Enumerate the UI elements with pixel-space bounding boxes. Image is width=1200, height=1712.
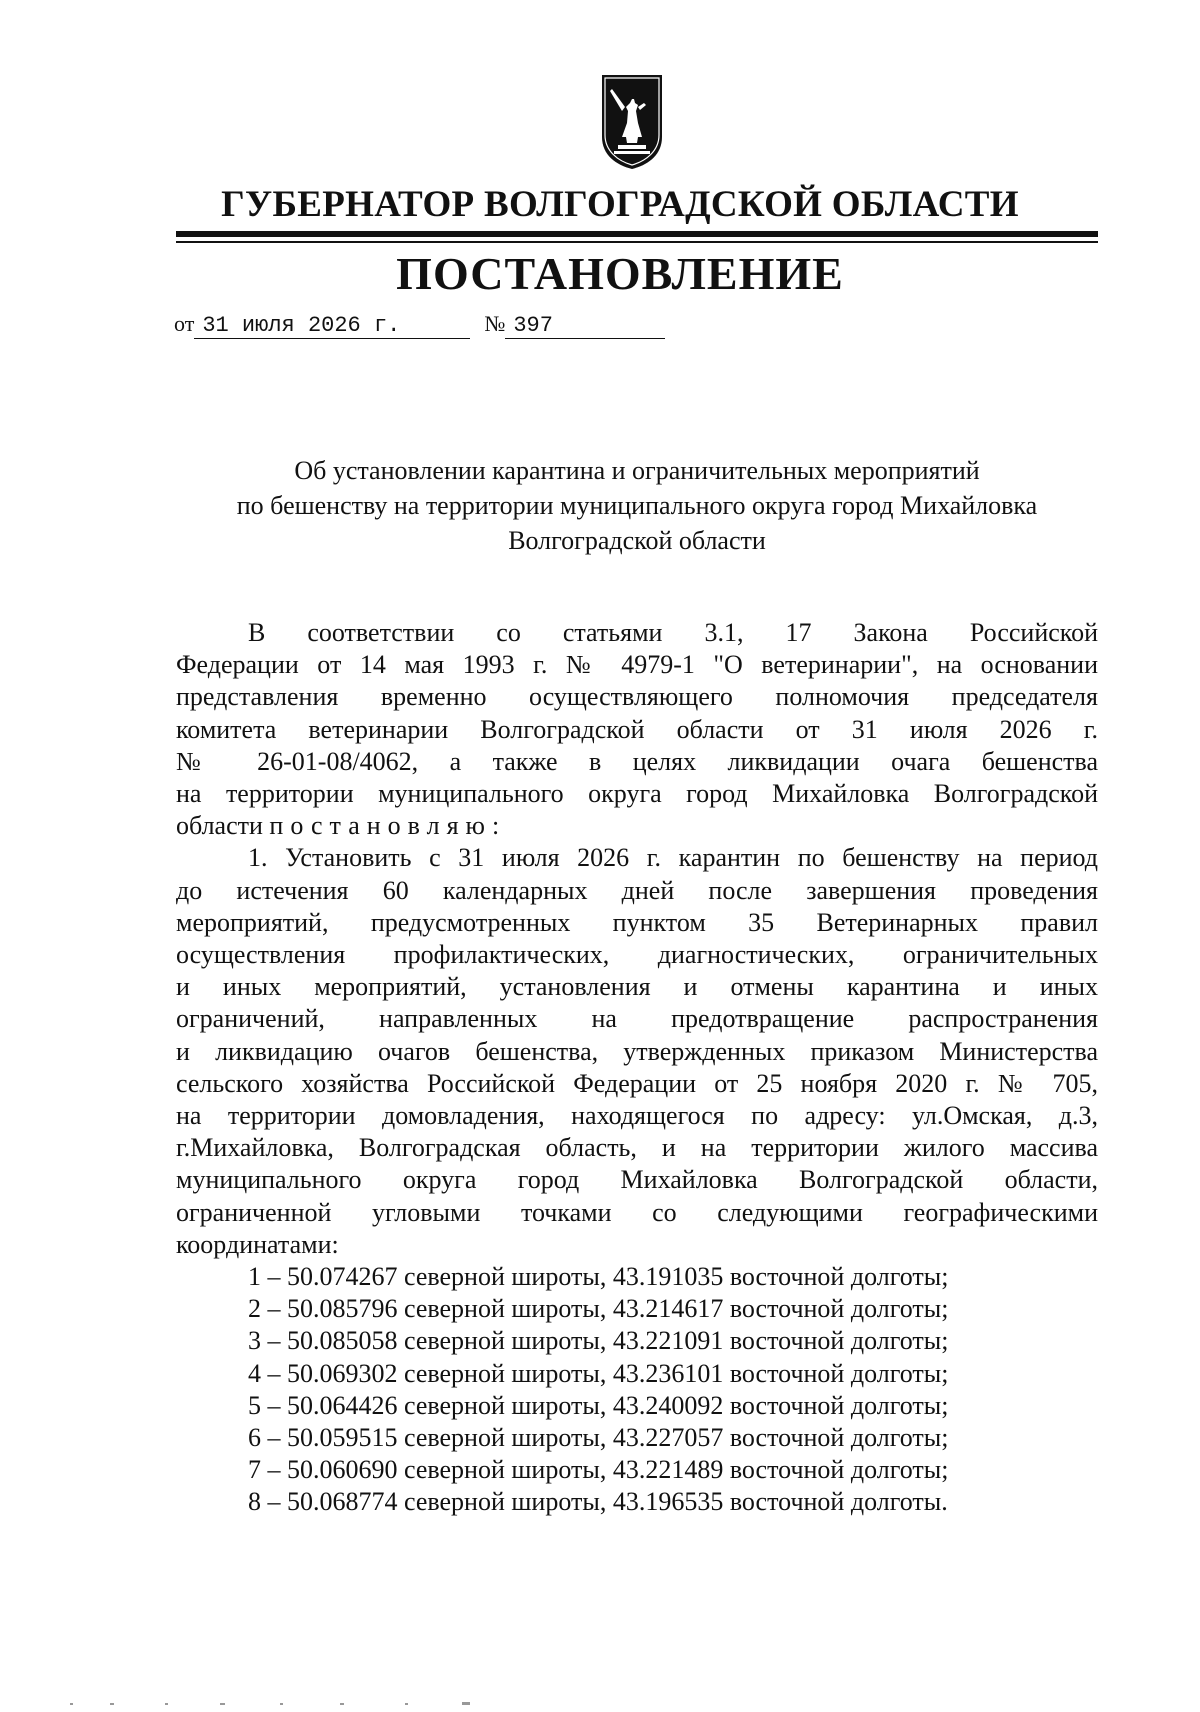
header-divider-thin bbox=[176, 241, 1098, 243]
issuing-authority: ГУБЕРНАТОР ВОЛГОГРАДСКОЙ ОБЛАСТИ bbox=[221, 184, 1019, 225]
subject-line: по бешенству на территории муниципального округа город Михайловка bbox=[236, 491, 1038, 520]
date-prefix: от bbox=[174, 311, 195, 336]
clause-line: ограниченной угловыми точками со следующими географическими bbox=[176, 1197, 1098, 1227]
subject-line: Волгоградской области bbox=[508, 526, 766, 555]
preamble-line: на территории муниципального округа город Михайловка Волгоградской bbox=[176, 779, 1098, 809]
clause-line: ограничений, направленных на предотвращение распространения bbox=[176, 1004, 1098, 1034]
coordinate-item: 1 – 50.074267 северной широты, 43.191035 восточной долготы; bbox=[248, 1262, 949, 1292]
document-date: 31 июля 2026 г. bbox=[194, 314, 470, 339]
preamble-line: В соответствии со статьями 3.1, 17 Закона Российской bbox=[248, 618, 1098, 647]
clause-line: г.Михайловка, Волгоградская область, и на территории жилого массива bbox=[176, 1133, 1098, 1163]
clause-line: 1. Установить с 31 июля 2026 г. карантин по бешенству на период bbox=[248, 843, 1098, 873]
coordinate-item: 8 – 50.068774 северной широты, 43.196535 восточной долготы. bbox=[248, 1487, 948, 1517]
decree-word: постановляю: bbox=[269, 811, 507, 841]
document-subject bbox=[176, 453, 1098, 558]
volgograd-coat-of-arms-icon bbox=[600, 73, 664, 171]
clause-line: на территории домовладения, находящегося по адресу: ул.Омская, д.3, bbox=[176, 1101, 1098, 1131]
coordinate-item: 5 – 50.064426 северной широты, 43.240092 восточной долготы; bbox=[248, 1390, 949, 1420]
coordinate-item: 7 – 50.060690 северной широты, 43.221489 восточной долготы; bbox=[248, 1455, 949, 1485]
preamble-line: Федерации от 14 мая 1993 г. № 4979-1 "О ветеринарии", на основании bbox=[176, 650, 1098, 680]
document-number: 397 bbox=[505, 314, 665, 339]
preamble-line: области bbox=[176, 811, 263, 841]
preamble-line: № 26-01-08/4062, а также в целях ликвидации очага бешенства bbox=[176, 746, 1098, 776]
preamble-line: представления временно осуществляющего полномочия председателя bbox=[176, 682, 1098, 712]
document-body bbox=[176, 617, 1098, 1519]
clause-line: мероприятий, предусмотренных пунктом 35 Ветеринарных правил bbox=[176, 907, 1098, 937]
clause-line: координатами: bbox=[176, 1229, 339, 1259]
clause-line: муниципального округа город Михайловка Волгоградской области, bbox=[176, 1165, 1098, 1195]
clause-line: до истечения 60 календарных дней после завершения проведения bbox=[176, 875, 1098, 905]
preamble-last-line bbox=[176, 810, 1098, 842]
coordinate-item: 4 – 50.069302 северной широты, 43.236101 восточной долготы; bbox=[248, 1358, 949, 1388]
document-type-title: ПОСТАНОВЛЕНИЕ bbox=[396, 248, 844, 299]
clause-line: сельского хозяйства Российской Федерации от 25 ноября 2020 г. № 705, bbox=[176, 1068, 1098, 1098]
subject-line: Об установлении карантина и ограничительных мероприятий bbox=[294, 456, 980, 485]
preamble-line: комитета ветеринарии Волгоградской области от 31 июля 2026 г. bbox=[176, 714, 1098, 744]
number-prefix: № bbox=[484, 311, 506, 336]
header-divider-thick bbox=[176, 231, 1098, 237]
coordinate-item: 2 – 50.085796 северной широты, 43.214617 восточной долготы; bbox=[248, 1294, 949, 1324]
coordinate-item: 6 – 50.059515 северной широты, 43.227057 восточной долготы; bbox=[248, 1423, 949, 1453]
scan-artifact bbox=[70, 1694, 490, 1700]
clause-line: и иных мероприятий, установления и отмены карантина и иных bbox=[176, 972, 1098, 1002]
clause-line: осуществления профилактических, диагностических, ограничительных bbox=[176, 940, 1098, 970]
date-number-line bbox=[174, 311, 665, 339]
coordinate-item: 3 – 50.085058 северной широты, 43.221091 восточной долготы; bbox=[248, 1326, 949, 1356]
clause-line: и ликвидацию очагов бешенства, утвержденных приказом Министерства bbox=[176, 1036, 1098, 1066]
